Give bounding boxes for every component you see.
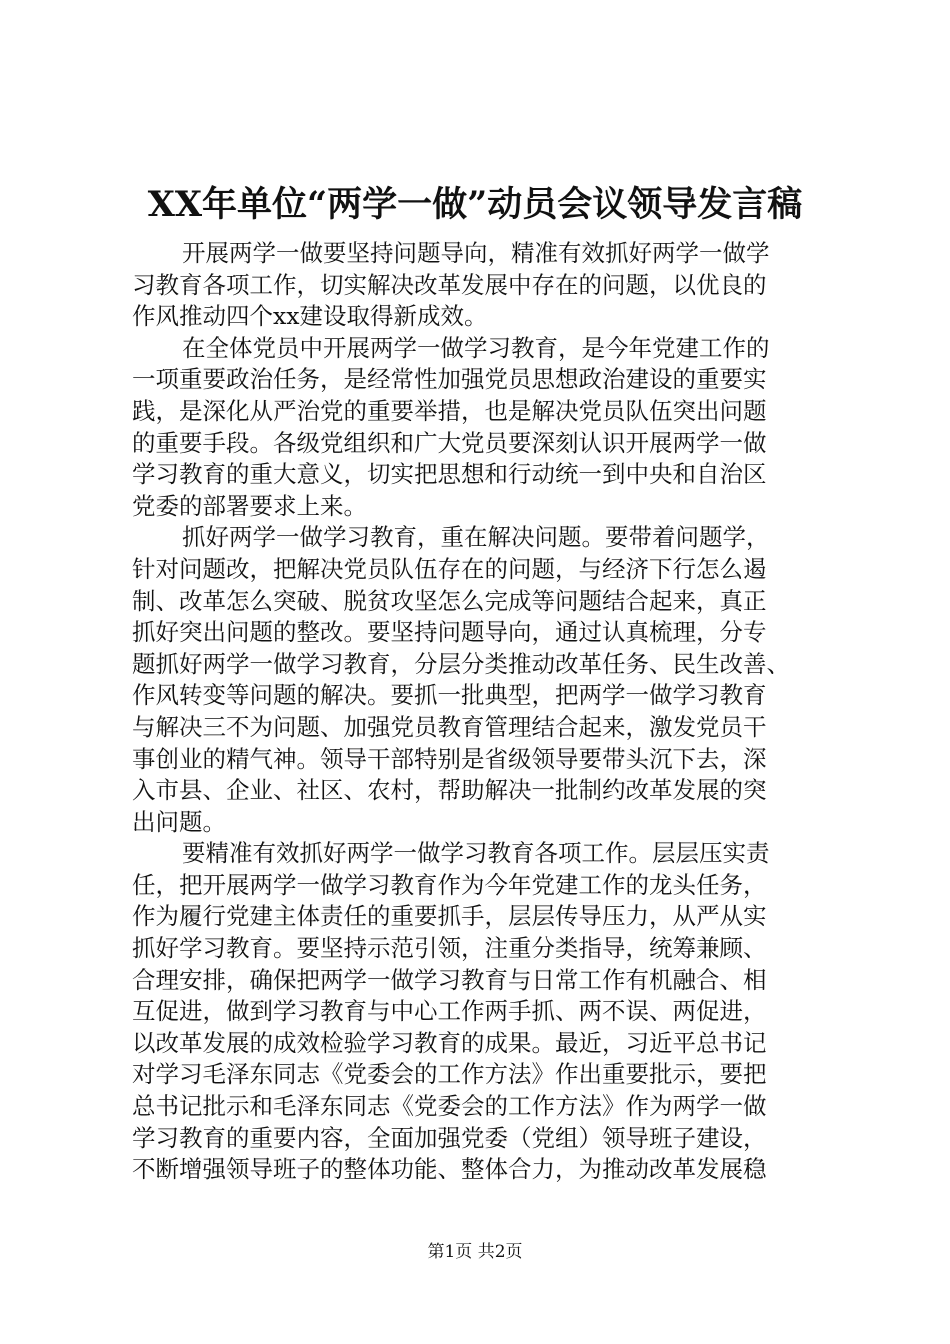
paragraph-line: 题抓好两学一做学习教育，分层分类推动改革任务、民生改善、 bbox=[132, 649, 790, 678]
paragraph-line: 作风转变等问题的解决。要抓一批典型，把两学一做学习教育 bbox=[132, 681, 767, 710]
paragraph-line: 互促进，做到学习教育与中心工作两手抓、两不误、两促进， bbox=[132, 997, 767, 1026]
paragraph-line: 以改革发展的成效检验学习教育的成果。最近，习近平总书记 bbox=[132, 1028, 767, 1057]
paragraph-first-line: 开展两学一做要坚持问题导向，精准有效抓好两学一做学 bbox=[182, 239, 770, 267]
paragraph-line: 对学习毛泽东同志《党委会的工作方法》作出重要批示，要把 bbox=[132, 1060, 767, 1089]
paragraph-line: 任，把开展两学一做学习教育作为今年党建工作的龙头任务， bbox=[132, 870, 767, 899]
paragraph-line: 一项重要政治任务，是经常性加强党员思想政治建设的重要实 bbox=[132, 365, 767, 394]
document-body bbox=[132, 238, 832, 1186]
paragraph-line: 学习教育的重大意义，切实把思想和行动统一到中央和自治区 bbox=[132, 460, 767, 489]
paragraph-first-line: 抓好两学一做学习教育，重在解决问题。要带着问题学， bbox=[182, 523, 770, 552]
paragraph-line: 制、改革怎么突破、脱贫攻坚怎么完成等问题结合起来，真正 bbox=[132, 586, 767, 615]
paragraph-line: 抓好突出问题的整改。要坚持问题导向，通过认真梳理，分专 bbox=[132, 618, 767, 647]
paragraph-line: 作为履行党建主体责任的重要抓手，层层传导压力，从严从实 bbox=[132, 902, 767, 931]
paragraph-line: 与解决三不为问题、加强党员教育管理结合起来，激发党员干 bbox=[132, 712, 767, 741]
paragraph-line: 的重要手段。各级党组织和广大党员要深刻认识开展两学一做 bbox=[132, 428, 767, 457]
paragraph-line: 学习教育的重要内容，全面加强党委（党组）领导班子建设， bbox=[132, 1123, 767, 1152]
paragraph-first-line: 在全体党员中开展两学一做学习教育，是今年党建工作的 bbox=[182, 333, 770, 362]
paragraph-line: 党委的部署要求上来。 bbox=[132, 491, 367, 520]
paragraph-line: 践，是深化从严治党的重要举措，也是解决党员队伍突出问题 bbox=[132, 396, 767, 425]
paragraph-line: 习教育各项工作，切实解决改革发展中存在的问题，以优良的 bbox=[132, 270, 767, 299]
paragraph-line: 不断增强领导班子的整体功能、整体合力，为推动改革发展稳 bbox=[132, 1155, 767, 1184]
paragraph-line: 总书记批示和毛泽东同志《党委会的工作方法》作为两学一做 bbox=[132, 1092, 767, 1121]
paragraph-line: 作风推动四个xx建设取得新成效。 bbox=[132, 302, 488, 331]
paragraph-line: 入市县、企业、社区、农村，帮助解决一批制约改革发展的突 bbox=[132, 776, 767, 805]
document-title: XX年单位“两学一做”动员会议领导发言稿 bbox=[147, 184, 803, 225]
page-footer: 第1页 共2页 bbox=[427, 1242, 523, 1262]
paragraph-line: 事创业的精气神。领导干部特别是省级领导要带头沉下去，深 bbox=[132, 744, 767, 773]
paragraph-first-line: 要精准有效抓好两学一做学习教育各项工作。层层压实责 bbox=[182, 839, 770, 868]
paragraph-line: 针对问题改，把解决党员队伍存在的问题，与经济下行怎么遏 bbox=[132, 554, 767, 583]
paragraph-line: 出问题。 bbox=[132, 807, 226, 836]
paragraph-line: 抓好学习教育。要坚持示范引领，注重分类指导，统筹兼顾、 bbox=[132, 934, 767, 963]
paragraph-line: 合理安排，确保把两学一做学习教育与日常工作有机融合、相 bbox=[132, 965, 767, 994]
